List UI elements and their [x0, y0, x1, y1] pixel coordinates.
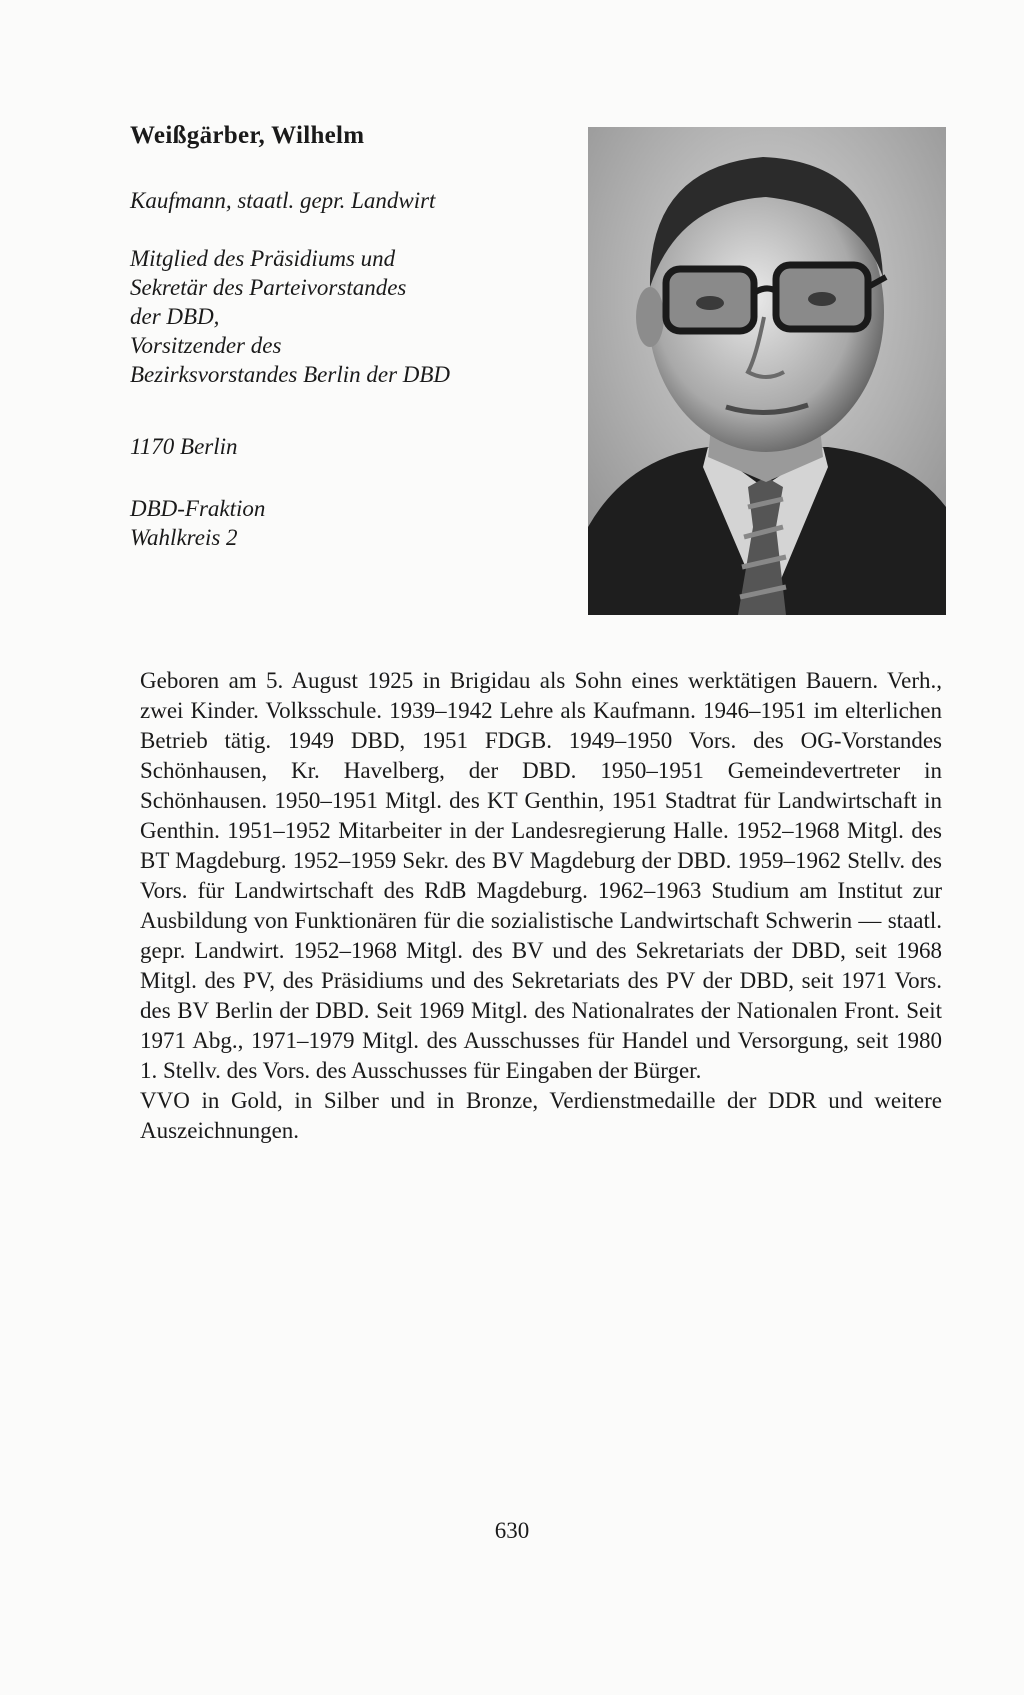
- person-name: Weißgärber, Wilhelm: [130, 122, 365, 149]
- function-line: Mitglied des Präsidiums und: [130, 246, 396, 271]
- fraction-name: DBD-Fraktion: [130, 496, 266, 521]
- function-line: der DBD,: [130, 304, 220, 329]
- city: 1170 Berlin: [130, 434, 238, 459]
- function-line: Vorsitzender des: [130, 333, 282, 358]
- page-number: 630: [494, 1518, 530, 1543]
- function-line: Sekretär des Parteivorstandes: [130, 275, 407, 300]
- awards-paragraph: VVO in Gold, in Silber und in Bronze, Verdienstmedaille der DDR und weitere Auszeichnungen.: [140, 1088, 942, 1143]
- profession: Kaufmann, staatl. gepr. Landwirt: [130, 188, 436, 213]
- fraction-block: [130, 494, 265, 552]
- portrait-photo: [588, 127, 946, 615]
- biography-paragraph: Geboren am 5. August 1925 in Brigidau als Sohn eines werktätigen Bauern. Verh., zwei Kinder. Volksschule. 1939–1942 Lehre als Kaufmann. 1946–1951 im elterlichen Betrieb tätig. 1949 DBD, 1951 FDGB. 1949–1950 Vors. des OG-Vorstandes Schönhausen, Kr. Havelberg, der DBD. 1950–1951 Gemeindevertreter in Schönhausen. 1950–1951 Mitgl. des KT Genthin, 1951 Stadtrat für Landwirtschaft in Genthin. 1951–1952 Mitarbeiter in der Landesregierung Halle. 1952–1968 Mitgl. des BT Magdeburg. 1952–1959 Sekr. des BV Magdeburg der DBD. 1959–1962 Stellv. des Vors. für Landwirtschaft des RdB Magdeburg. 1962–1963 Studium am Institut zur Ausbildung von Funktionären für die sozialistische Landwirtschaft Schwerin — staatl. gepr. Landwirt. 1952–1968 Mitgl. des BV und des Sekretariats der DBD, seit 1968 Mitgl. des PV, des Präsidiums und des Sekretariats des PV der DBD, seit 1971 Vors. des BV Berlin der DBD. Seit 1969 Mitgl. des Nationalrates der Nationalen Front. Seit 1971 Abg., 1971–1979 Mitgl. des Ausschusses für Handel und Versorgung, seit 1980 1. Stellv. des Vors. des Ausschusses für Eingaben der Bürger.: [140, 668, 942, 1083]
- constituency: Wahlkreis 2: [130, 525, 238, 550]
- biography: [140, 666, 942, 1146]
- function-line: Bezirksvorstandes Berlin der DBD: [130, 362, 451, 387]
- functions-list: [130, 244, 450, 389]
